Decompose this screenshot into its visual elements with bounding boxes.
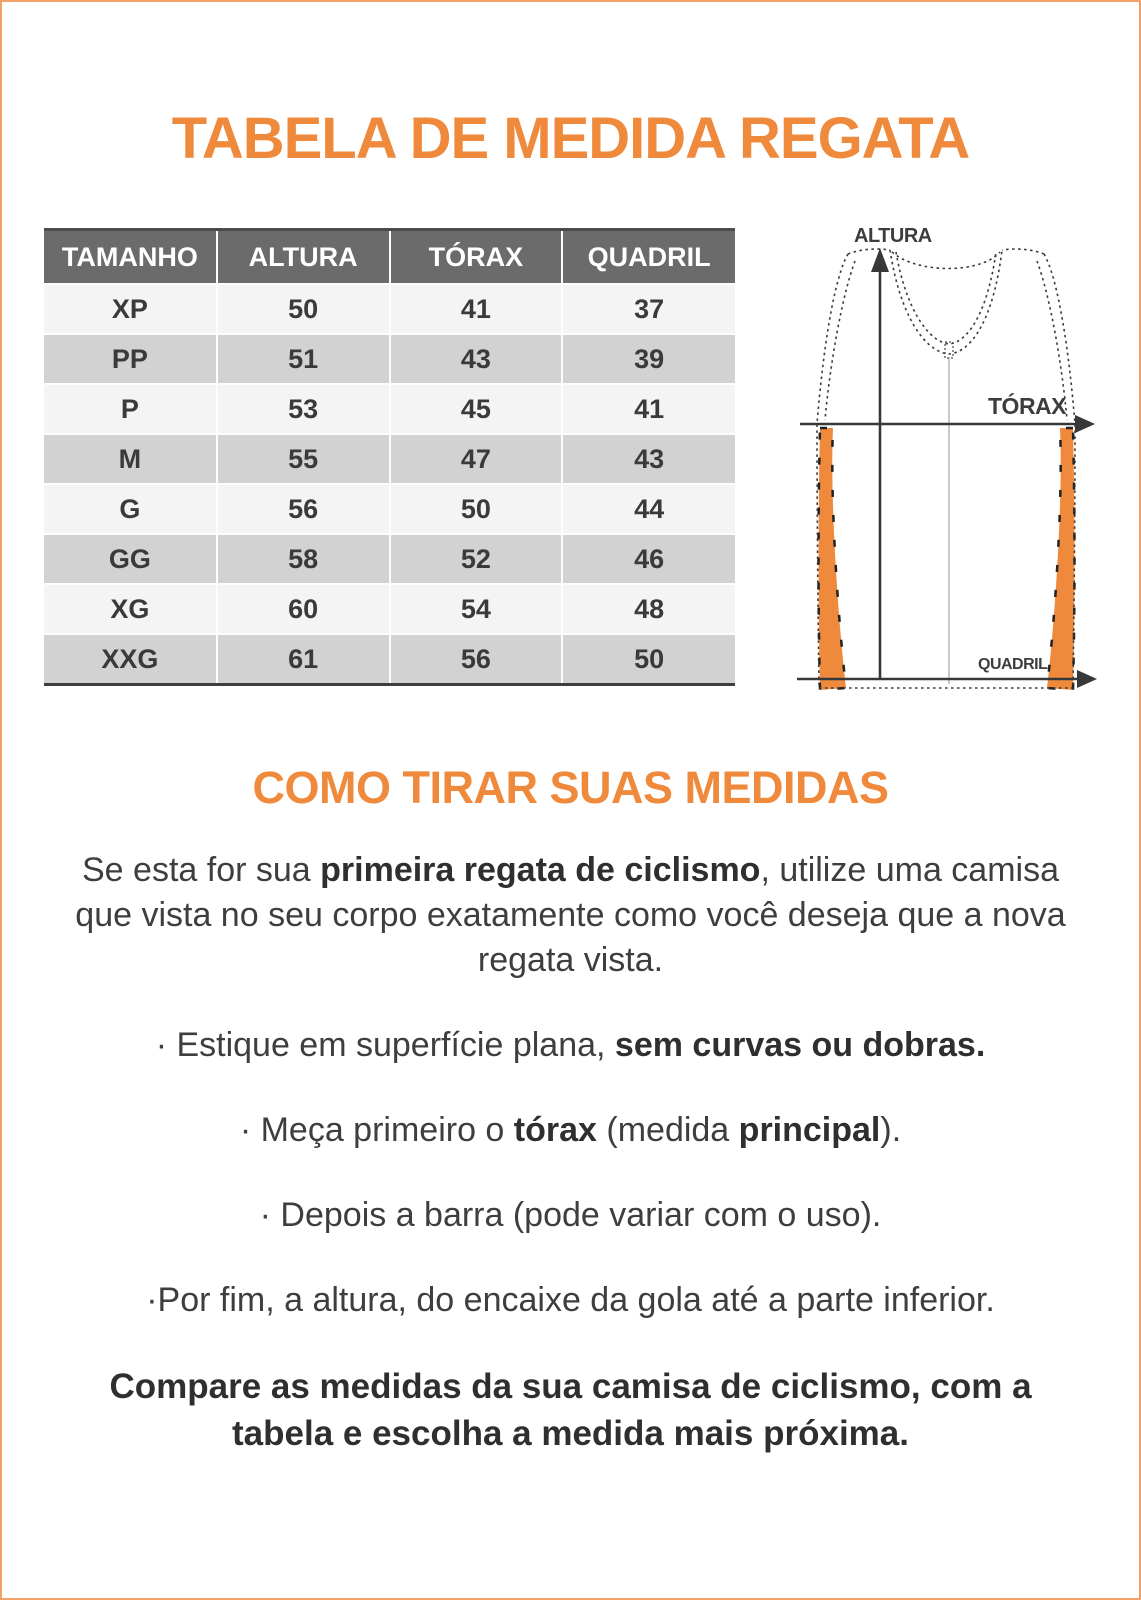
tank-top-diagram [792, 224, 1100, 699]
table-cell: 52 [390, 534, 563, 584]
table-cell: 45 [390, 384, 563, 434]
table-cell: 58 [217, 534, 390, 584]
table-cell: 54 [390, 584, 563, 634]
table-cell: 41 [390, 284, 563, 334]
table-row [44, 384, 735, 434]
table-cell: 50 [217, 284, 390, 334]
table-cell: 41 [562, 384, 735, 434]
table-cell: 51 [217, 334, 390, 384]
instruction-paragraph [66, 1108, 1076, 1153]
table-cell: GG [44, 534, 217, 584]
table-cell: 61 [217, 634, 390, 685]
instruction-text: · Meça primeiro o [239, 1111, 514, 1149]
instruction-text-bold: sem curvas ou dobras. [614, 1026, 986, 1064]
size-table-header-row [44, 230, 735, 285]
size-table-header-cell: QUADRIL [562, 230, 735, 285]
size-table-body [44, 284, 735, 685]
table-cell: 50 [390, 484, 563, 534]
instructions [52, 848, 1089, 1497]
table-cell: 50 [634, 643, 665, 674]
table-cell: 47 [390, 434, 563, 484]
instruction-paragraph [66, 848, 1076, 983]
section-title: COMO TIRAR SUAS MEDIDAS [252, 762, 889, 813]
quadril-label: QUADRIL [978, 656, 1048, 673]
instruction-text-bold: tórax [513, 1111, 597, 1149]
table-cell: 48 [562, 584, 735, 634]
table-row [44, 434, 735, 484]
instruction-text: · Depois a barra (pode variar com o uso). [259, 1196, 882, 1234]
table-row [44, 284, 735, 334]
instruction-paragraph [66, 1363, 1076, 1457]
instruction-text-bold: primeira regata de ciclismo [320, 851, 761, 889]
instruction-text: ). [880, 1111, 902, 1149]
table-cell: M [44, 434, 217, 484]
instruction-paragraph [66, 1193, 1076, 1238]
table-cell: 44 [562, 484, 735, 534]
size-table-container [44, 228, 735, 686]
zipper-pull-icon [945, 342, 953, 358]
table-cell: 43 [390, 334, 563, 384]
side-panel-right [1047, 428, 1075, 690]
table-cell: XXG [44, 634, 217, 685]
size-table-header-cell: TÓRAX [390, 230, 563, 285]
table-cell: G [44, 484, 217, 534]
instruction-text: (medida [596, 1111, 739, 1149]
table-cell: 53 [217, 384, 390, 434]
page-title: TABELA DE MEDIDA REGATA [171, 106, 970, 171]
size-table [44, 228, 735, 686]
table-cell: 56 [390, 634, 563, 685]
table-cell: 55 [217, 434, 390, 484]
instruction-text-bold: principal [738, 1111, 881, 1149]
table-cell: XG [44, 584, 217, 634]
instruction-text: · Estique em superfície plana, [155, 1026, 615, 1064]
table-row [44, 484, 735, 534]
instruction-text-bold: Compare as medidas da sua camisa de ciclismo, com a tabela e escolha a medida mais próxima. [109, 1367, 1032, 1453]
table-cell: 43 [562, 434, 735, 484]
instruction-text: Se esta for sua [82, 851, 321, 889]
instruction-paragraph [66, 1278, 1076, 1323]
table-row [44, 334, 735, 384]
table-cell: 60 [217, 584, 390, 634]
table-cell: 46 [562, 534, 735, 584]
altura-arrow [871, 248, 889, 679]
table-cell: 37 [562, 284, 735, 334]
table-cell: P [44, 384, 217, 434]
table-row [44, 584, 735, 634]
instruction-text: , utilize uma camisa que vista no seu corpo exatamente como você deseja que a nova regata vista. [75, 851, 1066, 979]
tank-outline [817, 249, 1075, 688]
table-row [44, 634, 735, 685]
table-cell: XP [44, 284, 217, 334]
torax-label: TÓRAX [988, 393, 1066, 419]
altura-label: ALTURA [854, 225, 932, 247]
size-table-header-cell: TAMANHO [44, 230, 217, 285]
side-panel-left [819, 428, 847, 690]
table-row [44, 534, 735, 584]
instruction-paragraph [66, 1023, 1076, 1068]
table-cell: 39 [562, 334, 735, 384]
instruction-text: ·Por fim, a altura, do encaixe da gola até a parte inferior. [146, 1281, 995, 1319]
table-cell: PP [44, 334, 217, 384]
size-table-header-cell: ALTURA [217, 230, 390, 285]
table-cell: 56 [217, 484, 390, 534]
